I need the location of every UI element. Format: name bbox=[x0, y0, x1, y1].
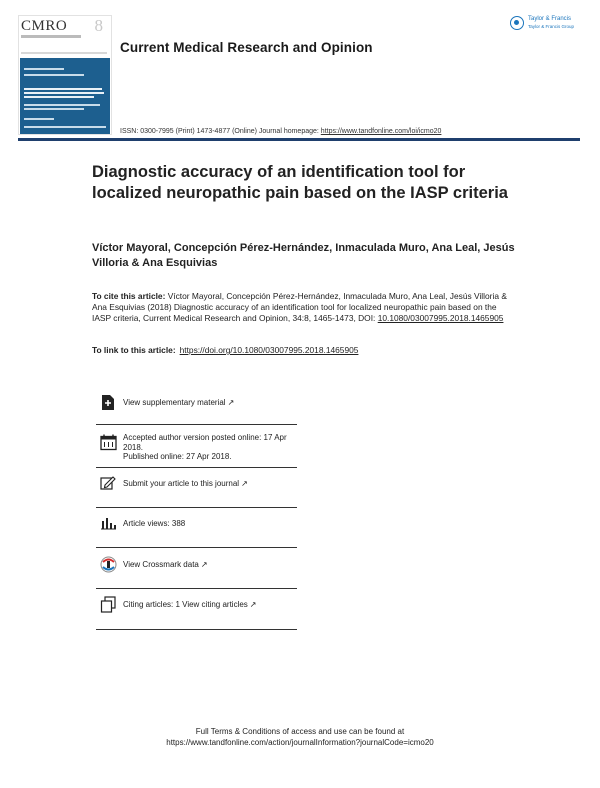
publisher-logo[interactable] bbox=[510, 16, 574, 30]
crossmark-box bbox=[96, 548, 297, 589]
cite-label: To cite this article: bbox=[92, 291, 166, 301]
journal-cover-thumbnail bbox=[18, 15, 112, 135]
issn-line bbox=[120, 128, 441, 135]
publisher-logo-icon bbox=[510, 16, 524, 30]
journal-homepage-link[interactable]: https://www.tandfonline.com/loi/icmo20 bbox=[320, 128, 442, 135]
citation-block bbox=[92, 291, 512, 324]
submit-box bbox=[96, 468, 297, 508]
publisher-logo-line-2: Taylor & Francis Group bbox=[528, 24, 575, 29]
submit-row[interactable] bbox=[98, 474, 248, 492]
article-url-link[interactable]: https://doi.org/10.1080/03007995.2018.1465905 bbox=[179, 345, 359, 355]
crossmark-icon bbox=[98, 555, 118, 573]
article-authors: Víctor Mayoral, Concepción Pérez-Hernández, Inmaculada Muro, Ana Leal, Jesús Villoria & Ana Esquivias bbox=[92, 242, 515, 269]
publication-dates-box bbox=[96, 425, 297, 468]
supplementary-label[interactable]: View supplementary material bbox=[123, 398, 226, 407]
citing-row[interactable] bbox=[98, 595, 257, 613]
article-link-line bbox=[92, 345, 358, 355]
published-date: Published online: 27 Apr 2018. bbox=[123, 452, 232, 461]
journal-title[interactable]: Current Medical Research and Opinion bbox=[120, 40, 373, 55]
footer-terms-link[interactable]: https://www.tandfonline.com/action/journalInformation?journalCode=icmo20 bbox=[166, 738, 434, 747]
external-link-icon: ↗ bbox=[200, 560, 208, 569]
cover-divider bbox=[21, 52, 107, 54]
external-link-icon: ↗ bbox=[227, 398, 235, 407]
crossmark-row[interactable] bbox=[98, 555, 208, 573]
plus-document-icon bbox=[98, 393, 118, 411]
publisher-logo-line-1: Taylor & Francis bbox=[528, 16, 572, 22]
footer bbox=[0, 726, 600, 748]
footer-line-1: Full Terms & Conditions of access and use can be found at bbox=[195, 727, 405, 736]
citing-box bbox=[96, 589, 297, 630]
citing-label[interactable]: Citing articles: 1 View citing articles bbox=[123, 600, 248, 609]
doi-link[interactable]: 10.1080/03007995.2018.1465905 bbox=[377, 313, 504, 323]
citing-articles-icon bbox=[98, 595, 118, 613]
header-rule bbox=[18, 138, 580, 141]
link-label: To link to this article: bbox=[92, 345, 176, 355]
cover-volume-glyph: 8 bbox=[94, 16, 103, 35]
cover-blue-panel bbox=[20, 58, 110, 134]
external-link-icon: ↗ bbox=[249, 600, 257, 609]
external-link-icon: ↗ bbox=[241, 479, 248, 488]
supplementary-row[interactable] bbox=[98, 393, 234, 411]
cover-subtitle-bar bbox=[21, 35, 81, 38]
views-row bbox=[98, 514, 185, 532]
publication-dates-row bbox=[98, 433, 293, 462]
submit-label[interactable]: Submit your article to this journal bbox=[123, 479, 240, 488]
calendar-icon bbox=[98, 433, 118, 451]
accepted-date: Accepted author version posted online: 17 Apr 2018. bbox=[123, 433, 287, 452]
views-label: Article views: 388 bbox=[123, 519, 186, 528]
article-title: Diagnostic accuracy of an identification tool for localized neuropathic pain based on the IASP criteria bbox=[92, 163, 508, 202]
views-box bbox=[96, 508, 297, 548]
pencil-edit-icon bbox=[98, 474, 118, 492]
bar-chart-icon bbox=[98, 514, 118, 532]
publisher-logo-text bbox=[528, 16, 574, 30]
cover-title: CMRO bbox=[21, 18, 68, 34]
issn-text: ISSN: 0300-7995 (Print) 1473-4877 (Online) Journal homepage: bbox=[120, 128, 321, 135]
crossmark-label[interactable]: View Crossmark data bbox=[123, 560, 199, 569]
cite-text: Víctor Mayoral, Concepción Pérez-Hernández, Inmaculada Muro, Ana Leal, Jesús Villoria & Ana Esquivias (2018) Diagnostic accuracy of an identification tool for localized neuropathic pain based on the IASP criteria, Current Medical Research and Opinion, 34:8, 1465-1473, DOI: bbox=[92, 291, 507, 323]
supplementary-box bbox=[96, 383, 297, 425]
